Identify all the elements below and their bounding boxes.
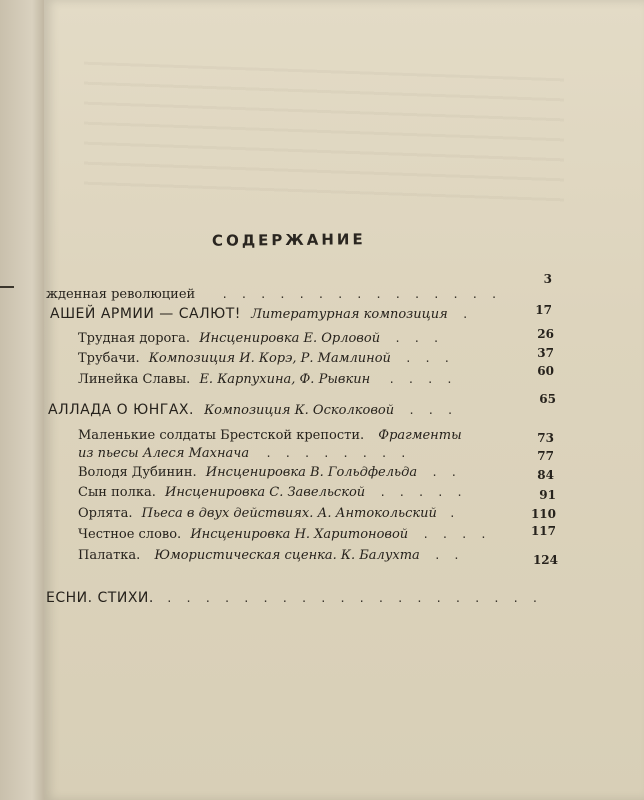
toc-entry bbox=[78, 465, 460, 481]
toc-entry bbox=[78, 527, 490, 543]
toc-entry-italic: Композиция И. Корэ, Р. Мамлиной bbox=[148, 351, 391, 366]
toc-entry bbox=[78, 372, 456, 388]
toc-page-number: 117 bbox=[530, 524, 556, 538]
toc-entry-text: Честное слово. bbox=[78, 527, 182, 542]
toc-section-title: АШЕЙ АРМИИ — САЛЮТ! bbox=[50, 306, 241, 322]
toc-entry-text: Сын полка. bbox=[78, 485, 156, 500]
toc-leader-dots: . . . bbox=[408, 404, 457, 417]
toc-entry-italic: из пьесы Алеся Махнача bbox=[78, 446, 250, 461]
contents-title: СОДЕРЖАНИЕ bbox=[211, 230, 366, 250]
toc-entry bbox=[78, 548, 463, 564]
toc-leader-dots: . . . . bbox=[388, 373, 456, 386]
toc-leader-dots: . . . bbox=[394, 332, 443, 345]
toc-entry bbox=[50, 306, 471, 323]
toc-page-number: 110 bbox=[530, 507, 556, 521]
toc-page-number: 26 bbox=[537, 327, 554, 341]
toc-page-number: 73 bbox=[537, 431, 554, 445]
toc-entry-italic: Фрагменты bbox=[378, 428, 462, 443]
toc-section-title: ЕСНИ. СТИХИ. bbox=[46, 590, 154, 606]
toc-leader-dots: . . bbox=[431, 466, 461, 479]
toc-page-number: 60 bbox=[537, 364, 554, 378]
toc-entry-italic: Пьеса в двух действиях. А. Антокольский bbox=[141, 506, 437, 521]
toc-entry-italic: Юмористическая сценка. К. Балухта bbox=[154, 548, 420, 563]
toc-page-number: 3 bbox=[543, 272, 552, 286]
toc-page-number: 84 bbox=[537, 468, 554, 482]
toc-leader-dots: . . . . . bbox=[379, 486, 466, 499]
toc-leader-dots: . . . . . . . . . . . . . . . bbox=[221, 288, 501, 301]
toc-entry-italic: Е. Карпухина, Ф. Рывкин bbox=[199, 372, 371, 387]
toc-entry-text: Маленькие солдаты Брестской крепости. bbox=[78, 428, 365, 443]
toc-entry-text: Трудная дорога. bbox=[78, 331, 191, 346]
toc-entry-text: жденная революцией bbox=[46, 287, 196, 302]
toc-leader-dots: . bbox=[461, 308, 472, 321]
toc-entry-italic: Инсценировка Е. Орловой bbox=[199, 331, 381, 346]
toc-leader-dots: . . . . bbox=[422, 528, 490, 541]
toc-entry-italic: Инсценировка В. Гольдфельда bbox=[205, 465, 418, 480]
toc-entry-italic: Инсценировка С. Завельской bbox=[165, 485, 366, 500]
toc-entry-text: Орлята. bbox=[78, 506, 133, 521]
toc-entry bbox=[78, 351, 453, 367]
toc-leader-dots: . . . bbox=[405, 352, 454, 365]
toc-page-number: 77 bbox=[537, 449, 554, 463]
toc-entry-italic: Инсценировка Н. Харитоновой bbox=[190, 527, 409, 542]
toc-page-number: 37 bbox=[537, 346, 554, 360]
toc-entry-text: Трубачи. bbox=[78, 351, 140, 366]
toc-entry bbox=[78, 446, 410, 462]
toc-leader-dots: . bbox=[449, 507, 459, 520]
toc-page-number: 91 bbox=[539, 488, 556, 502]
toc-section-title: АЛЛАДА О ЮНГАХ. bbox=[48, 402, 194, 418]
toc-entry bbox=[78, 428, 462, 444]
toc-entry bbox=[78, 506, 459, 522]
toc-entry-text: Линейка Славы. bbox=[78, 372, 191, 387]
toc-entry-text: Палатка. bbox=[78, 548, 141, 563]
toc-entry-text: Володя Дубинин. bbox=[78, 465, 197, 480]
toc-entry bbox=[48, 402, 456, 419]
toc-page-number: 124 bbox=[532, 553, 558, 567]
toc-entry bbox=[78, 331, 442, 347]
toc-leader-dots: . . bbox=[433, 549, 463, 562]
toc-entry-italic: Композиция К. Осколковой bbox=[204, 403, 395, 418]
toc-entry bbox=[46, 590, 541, 607]
toc-entry bbox=[78, 485, 466, 501]
toc-leader-dots: . . . . . . . . . . . . . . . . . . . . bbox=[165, 592, 542, 605]
toc-entry-italic: Литературная композиция bbox=[251, 307, 448, 322]
toc-entry bbox=[46, 287, 500, 303]
toc-page-number: 17 bbox=[535, 303, 552, 317]
toc-leader-dots: . . . . . . . . bbox=[265, 447, 410, 460]
toc-page-number: 65 bbox=[539, 392, 556, 406]
